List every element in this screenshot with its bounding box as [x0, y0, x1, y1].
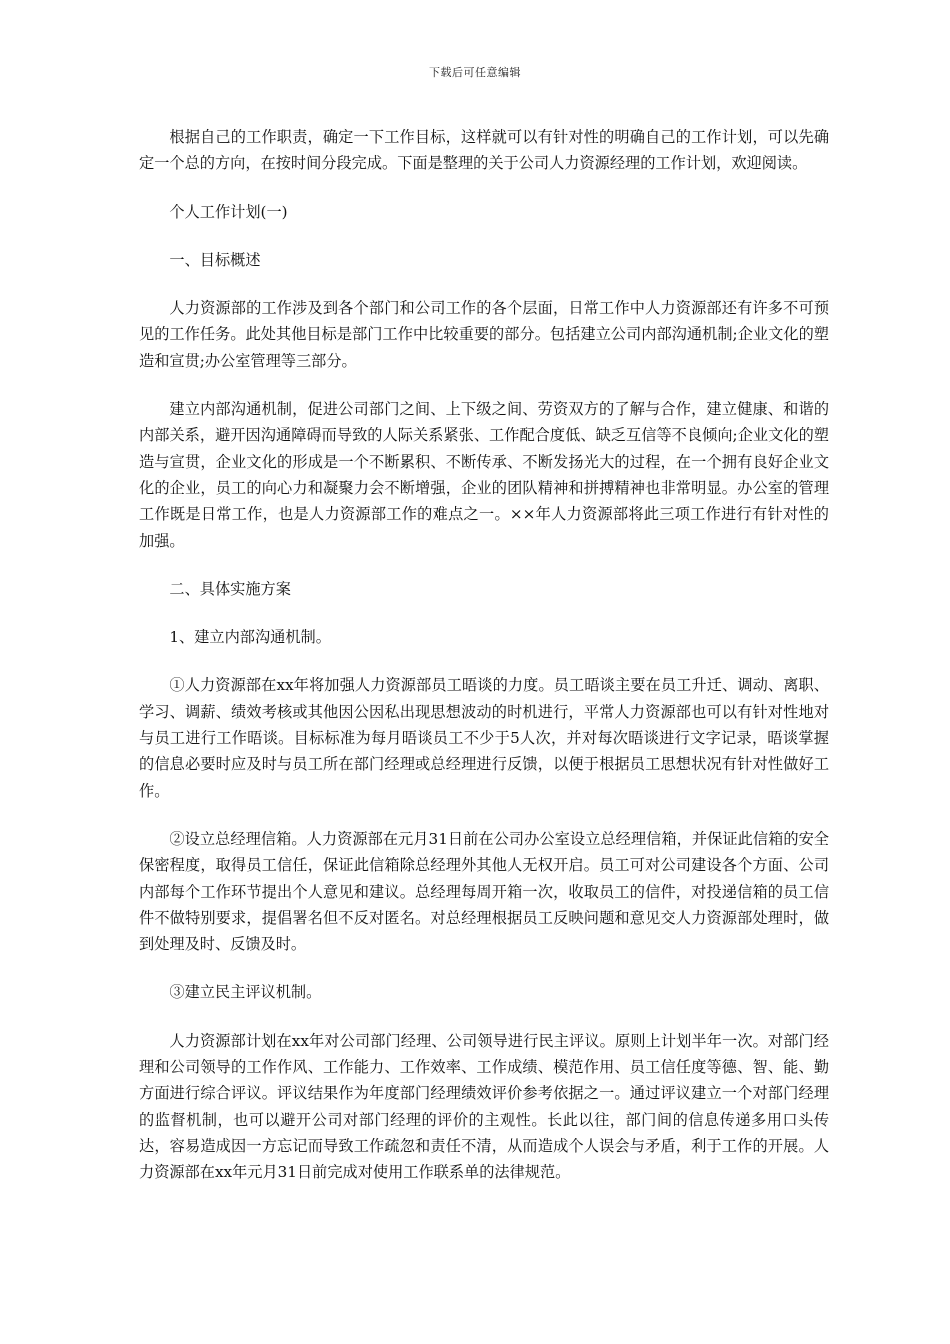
goals-paragraph: 人力资源部的工作涉及到各个部门和公司工作的各个层面，日常工作中人力资源部还有许多不可预见的工作任务。此处其他目标是部门工作中比较重要的部分。包括建立公司内部沟通机制;企业文化的塑造和宣贯;办公室管理等三部分。 [139, 299, 829, 370]
section-heading-goals: 一、目标概述 [169, 250, 261, 269]
section-heading-implementation: 二、具体实施方案 [169, 579, 291, 598]
item-2-paragraph: ②设立总经理信箱。人力资源部在元月31日前在公司办公室设立总经理信箱，并保证此信箱的安全保密程度，取得员工信任，保证此信箱除总经理外其他人无权开启。员工可对公司建设各个方面、公司内部每个工作环节提出个人意见和建议。总经理每周开箱一次，收取员工的信件，对投递信箱的员工信件不做特别要求，提倡署名但不反对匿名。对总经理根据员工反映问题和意见交人力资源部处理时，做到处理及时、反馈及时。 [139, 829, 829, 954]
communication-paragraph: 建立内部沟通机制，促进公司部门之间、上下级之间、劳资双方的了解与合作，建立健康、和谐的内部关系，避开因沟通障碍而导致的人际关系紧张、工作配合度低、缺乏互信等不良倾向;企业文化的塑造与宣贯，企业文化的形成是一个不断累积、不断传承、不断发扬光大的过程，在一个拥有良好企业文化的企业，员工的向心力和凝聚力会不断增强，企业的团队精神和拼搏精神也非常明显。办公室的管理工作既是日常工作，也是人力资源部工作的难点之一。××年人力资源部将此三项工作进行有针对性的加强。 [139, 400, 829, 550]
page-header: 下载后可任意编辑 [429, 66, 521, 79]
item-3-heading: ③建立民主评议机制。 [169, 983, 322, 1002]
subsection-heading-communication: 1、建立内部沟通机制。 [169, 628, 331, 647]
evaluation-paragraph: 人力资源部计划在xx年对公司部门经理、公司领导进行民主评议。原则上计划半年一次。对部门经理和公司领导的工作作风、工作能力、工作效率、工作成绩、模范作用、员工信任度等德、智、能、勤方面进行综合评议。评议结果作为年度部门经理绩效评价参考依据之一。通过评议建立一个对部门经理的监督机制，也可以避开公司对部门经理的评价的主观性。长此以往，部门间的信息传递多用口头传达，容易造成因一方忘记而导致工作疏忽和责任不清，从而造成个人误会与矛盾，利于工作的开展。人力资源部在xx年元月31日前完成对使用工作联系单的法律规范。 [139, 1031, 829, 1182]
document-body [139, 124, 829, 1208]
item-1-paragraph: ①人力资源部在xx年将加强人力资源部员工晤谈的力度。员工晤谈主要在员工升迁、调动、离职、学习、调薪、绩效考核或其他因公因私出现思想波动的时机进行，平常人力资源部也可以有针对性地对与员工进行工作晤谈。目标标准为每月晤谈员工不少于5人次，并对每次晤谈进行文字记录，晤谈掌握的信息必要时应及时与员工所在部门经理或总经理进行反馈，以便于根据员工思想状况有针对性做好工作。 [139, 676, 829, 800]
intro-paragraph: 根据自己的工作职责，确定一下工作目标，这样就可以有针对性的明确自己的工作计划，可以先确定一个总的方向，在按时间分段完成。下面是整理的关于公司人力资源经理的工作计划，欢迎阅读。 [139, 128, 829, 173]
plan-title: 个人工作计划(一) [169, 202, 288, 221]
